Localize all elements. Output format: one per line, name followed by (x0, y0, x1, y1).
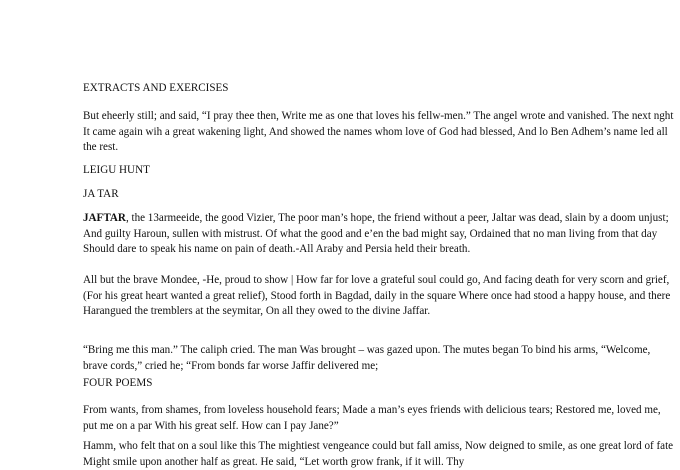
four-poems-heading: FOUR POEMS (83, 377, 153, 389)
paragraph-caliph: “Bring me this man.” The caliph cried. The man Was brought – was gazed upon. The mutes began To bind his arms, “Welcome, brave cords,” cried he; “From bonds far worse Jaffir delivered me; (83, 344, 651, 372)
jaftar-name: JAFTAR (83, 212, 126, 224)
paragraph-jaftar (83, 211, 677, 258)
section-title: EXTRACTS AND EXERCISES (83, 82, 229, 94)
paragraph-jaftar-text: , the 13armeeide, the good Vizier, The poor man’s hope, the friend without a peer, Jaltar was dead, slain by a doom unjust; And guilty Haroun, sullen with mistrust. Of what the good and e’en the bad might say, Ordained that no man living from that day Should dare to speak his name on pain of death.-All Araby and Persia held their breath. (83, 212, 669, 256)
paragraph-ben-adhem: But eheerly still; and said, “I pray thee then, Write me as one that loves his fellw-men.” The angel wrote and vanished. The next nght It came again wih a great wakening light, And showed the names whom love of God had blessed, And lo Ben Adhem’s name led all the rest. (83, 110, 674, 154)
paragraph-hamm: Hamm, who felt that on a soul like this The mightiest vengeance could but fall amiss, Now deigned to smile, as one great lord of fate Might smile upon another half as great. He said, “Let worth grow frank, if it will. Thy (83, 440, 674, 468)
paragraph-wants: From wants, from shames, from loveless household fears; Made a man’s eyes friends with delicious tears; Restored me, loved me, put me on a par With his great self. How can I pay Jane?” (83, 404, 661, 432)
paragraph-mondee: All but the brave Mondee, -He, proud to show | How far for love a grateful soul could go, And facing death for very scorn and grief, (For his great heart wanted a great relief), Stood forth in Bagdad, daily in the square Where once had stood a happy house, and there Harangued the tremblers at the seymitar, On all they owed to the divine Jaffar. (83, 274, 671, 318)
poem-heading: JA TAR (83, 188, 119, 200)
author-line: LEIGU HUNT (83, 164, 150, 176)
